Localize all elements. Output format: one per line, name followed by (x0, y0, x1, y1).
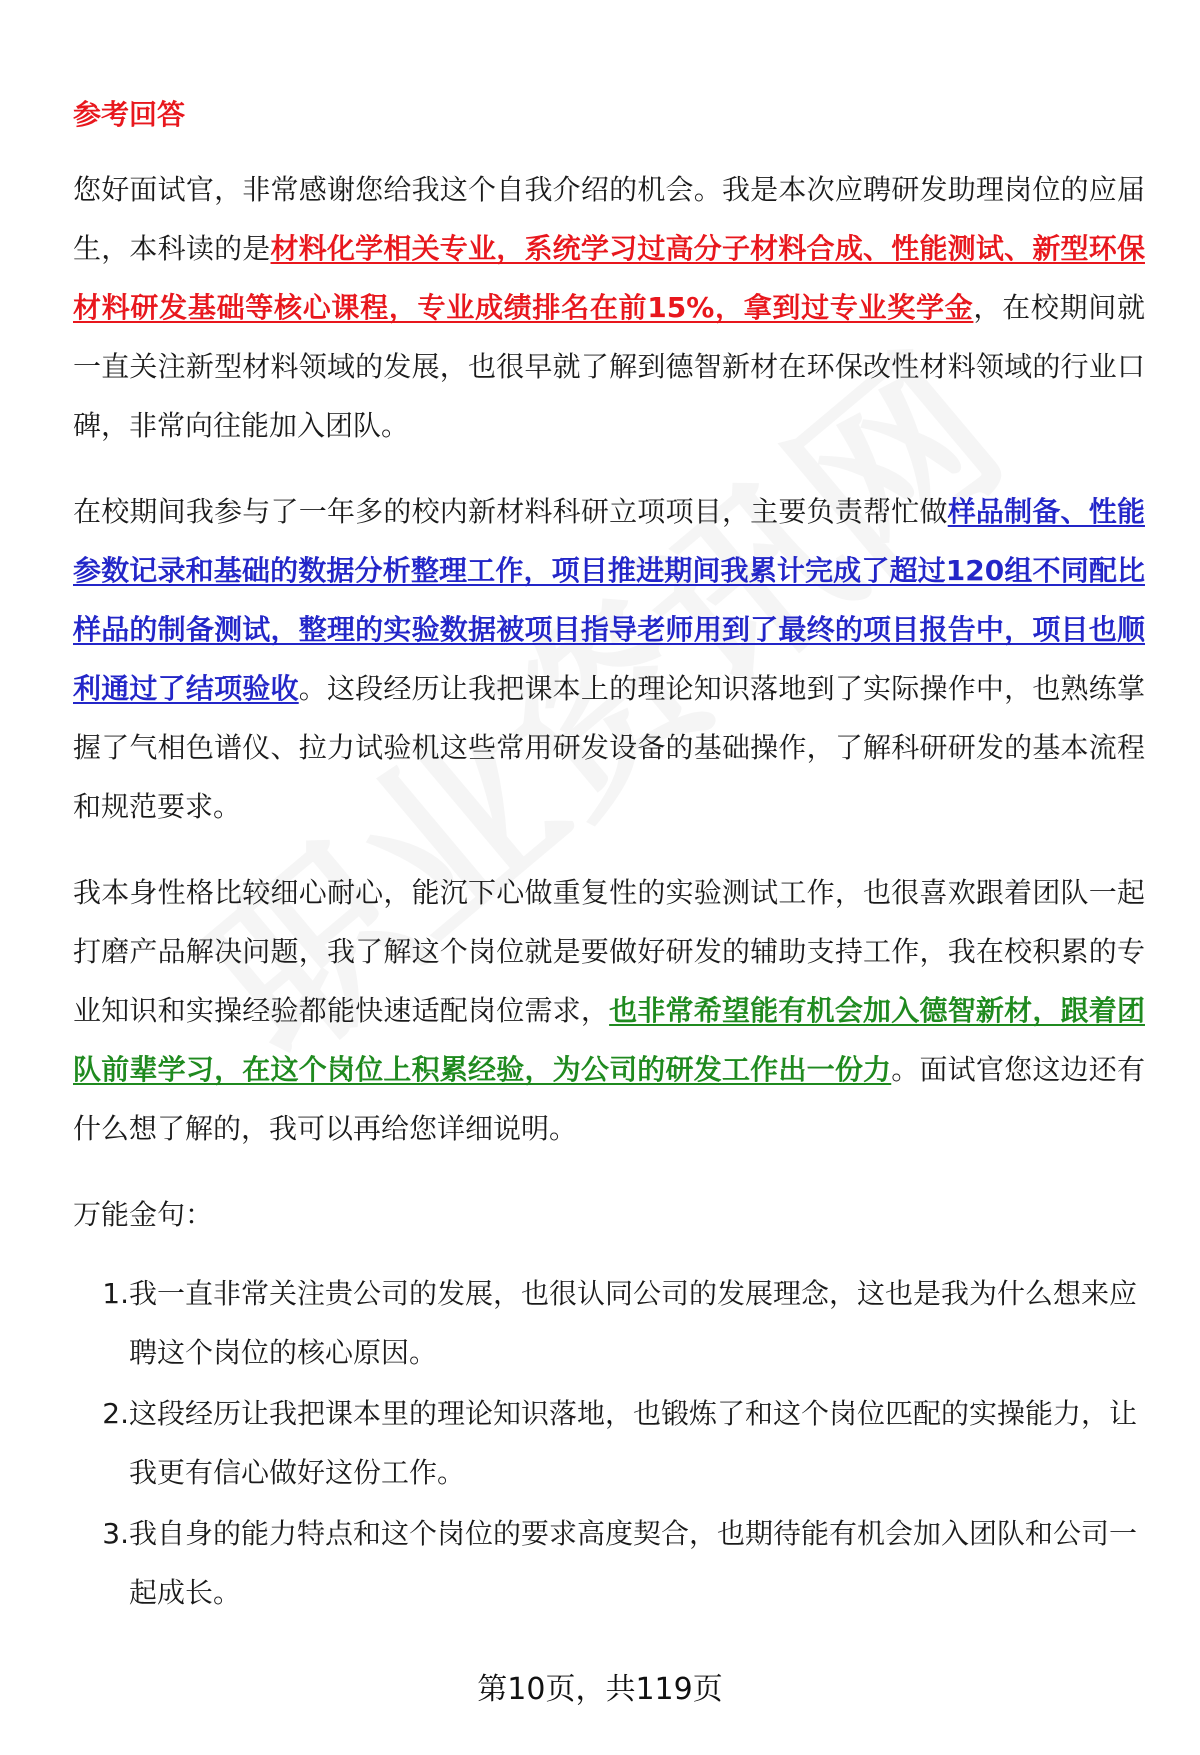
list-item-number: 3. (102, 1517, 129, 1550)
paragraph-intro-text-end: ，在校期间就一直关注新型材料领域的发展，也很早就了解到德智新材在环保改性材料领域的行业口碑，非常向往能加入团队。 (73, 291, 1145, 442)
paragraph-project-highlight: 样品制备、性能参数记录和基础的数据分析整理工作，项目推进期间我累计完成了超过120组不同配比样品的制备测试，整理的实验数据被项目指导老师用到了最终的项目报告中，项目也顺利通过了结项验收 (73, 495, 1145, 705)
section-heading: 参考回答 (73, 98, 186, 131)
document-body (73, 90, 1145, 1624)
list-item (73, 1384, 1145, 1502)
list-item-text: 这段经历让我把课本里的理论知识落地，也锻炼了和这个岗位匹配的实操能力，让我更有信心做好这份工作。 (129, 1397, 1138, 1489)
list-item (73, 1264, 1145, 1382)
golden-phrases-label: 万能金句： (73, 1198, 214, 1231)
paragraph-intro-highlight: 材料化学相关专业，系统学习过高分子材料合成、性能测试、新型环保材料研发基础等核心课程，专业成绩排名在前15%，拿到过专业奖学金 (73, 232, 1145, 324)
list-item-text: 我自身的能力特点和这个岗位的要求高度契合，也期待能有机会加入团队和公司一起成长。 (129, 1517, 1138, 1609)
golden-phrases-list (73, 1264, 1145, 1622)
list-item-number: 1. (102, 1277, 129, 1310)
paragraph-project (73, 482, 1145, 836)
paragraph-intro (73, 160, 1145, 455)
paragraph-intro-text: 您好面试官，非常感谢您给我这个自我介绍的机会。我是本次应聘研发助理岗位的应届生，本科读的是 (73, 173, 1145, 265)
list-item-text: 我一直非常关注贵公司的发展，也很认同公司的发展理念，这也是我为什么想来应聘这个岗位的核心原因。 (129, 1277, 1138, 1369)
list-item-number: 2. (102, 1397, 129, 1430)
page-number-footer: 第10页，共119页 (477, 1672, 723, 1707)
paragraph-project-text: 在校期间我参与了一年多的校内新材料科研立项项目，主要负责帮忙做 (73, 495, 948, 528)
list-item (73, 1504, 1145, 1622)
paragraph-project-text-end: 。这段经历让我把课本上的理论知识落地到了实际操作中，也熟练掌握了气相色谱仪、拉力试验机这些常用研发设备的基础操作，了解科研研发的基本流程和规范要求。 (73, 672, 1145, 823)
paragraph-personality-text-end: 。面试官您这边还有什么想了解的，我可以再给您详细说明。 (73, 1053, 1145, 1145)
paragraph-personality-highlight: 也非常希望能有机会加入德智新材，跟着团队前辈学习，在这个岗位上积累经验，为公司的研发工作出一份力 (73, 994, 1145, 1086)
paragraph-personality-text: 我本身性格比较细心耐心，能沉下心做重复性的实验测试工作，也很喜欢跟着团队一起打磨产品解决问题，我了解这个岗位就是要做好研发的辅助支持工作，我在校积累的专业知识和实操经验都能快速适配岗位需求， (73, 876, 1145, 1027)
paragraph-personality (73, 863, 1145, 1158)
